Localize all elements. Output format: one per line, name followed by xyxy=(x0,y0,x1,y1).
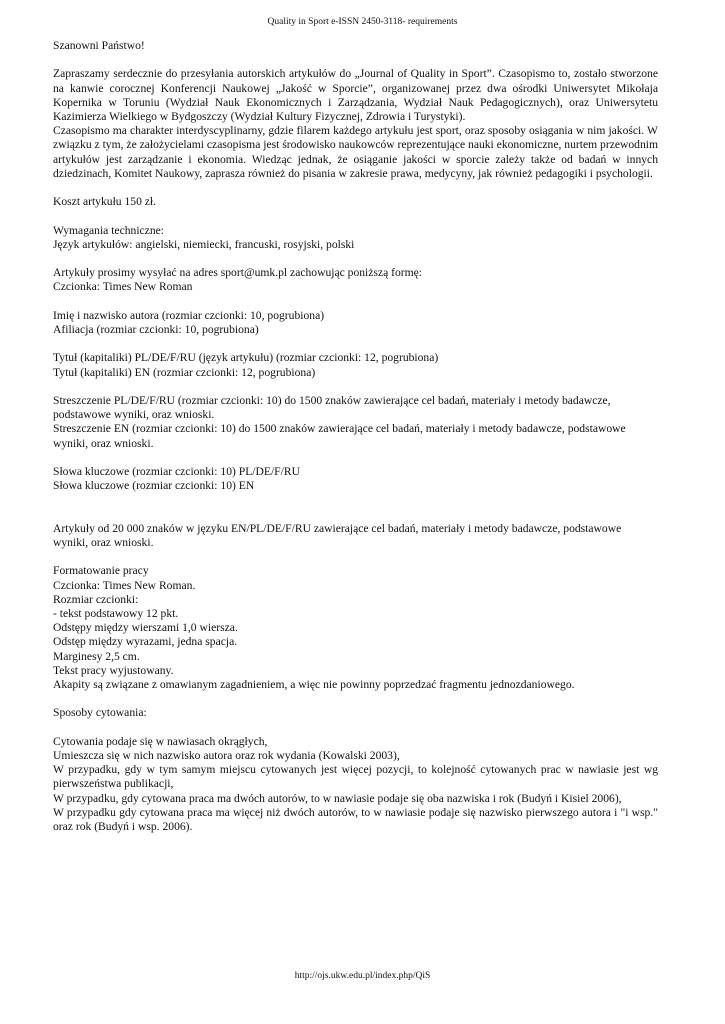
article-length-spec: Artykuły od 20 000 znaków w języku EN/PL/DE/F/RU zawierające cel badań, materiały i metody badawcze, podstawowe wyniki, oraz wnioski. xyxy=(53,521,622,549)
article-languages: Język artykułów: angielski, niemiecki, francuski, rosyjski, polski xyxy=(53,237,355,251)
formatting-heading: Formatowanie pracy xyxy=(53,564,149,578)
abstract-native-spec: Streszczenie PL/DE/F/RU (rozmiar czcionki: 10) do 1500 znaków zawierające cel badań, materiały i metody badawcze, podstawowe wyniki, oraz wnioski. xyxy=(53,393,611,422)
submission-font: Czcionka: Times New Roman xyxy=(53,280,193,294)
abstract-en-spec: Streszczenie EN (rozmiar czcionki: 10) do 1500 znaków zawierające cel badań, materiały i metody badawcze, podstawowe wyniki, oraz wnioski. xyxy=(53,422,626,450)
citation-rule: W przypadku gdy cytowana praca ma więcej niż dwóch autorów, to w nawiasie podaje się nazwisko pierwszego autora i "i wsp." oraz rok (Budyń i wsp. 2006). xyxy=(53,805,658,833)
formatting-line: Akapity są związane z omawianym zagadnieniem, a więc nie powinny poprzedzać fragmentu jednozdaniowego. xyxy=(53,677,575,691)
submission-address: Artykuły prosimy wysyłać na adres sport@umk.pl zachowując poniższą formę: xyxy=(53,266,423,280)
keywords-en-spec: Słowa kluczowe (rozmiar czcionki: 10) EN xyxy=(53,479,255,493)
formatting-line: Odstępy między wierszami 1,0 wiersza. xyxy=(53,621,238,635)
running-header: Quality in Sport e-ISSN 2450-3118- requirements xyxy=(267,17,458,27)
formatting-line: Tekst pracy wyjustowany. xyxy=(53,663,174,677)
citation-rule: Umieszcza się w nich nazwisko autora oraz rok wydania (Kowalski 2003), xyxy=(53,748,400,762)
article-cost: Koszt artykułu 150 zł. xyxy=(53,195,157,209)
intro-paragraph-1: Zapraszamy serdecznie do przesyłania autorskich artykułów do „Journal of Quality in Sport”. Czasopismo to, zostało stworzone na kanwie corocznej Konferencji Naukowej „Jakość w Sporcie”, organizowanej przez dwa ośrodki Uniwersytet Mikołaja Kopernika w Toruniu (Wydział Nauk Ekonomicznych i Zarządzania, Wydział Nauk Pedagogicznych), oraz Uniwersytetu Kazimierza Wielkiego w Bydgoszczy (Wydział Kultury Fizycznej, Zdrowia i Turystyki). xyxy=(53,67,658,123)
intro-paragraph-2: Czasopismo ma charakter interdyscyplinarny, gdzie filarem każdego artykułu jest sport, oraz sposoby osiągania w nim jakości. W związku z tym, że założycielami czasopisma jest środowisko naukowców reprezentujące nauki ekonomiczne, nurtem przewodnim artykułów jest zarządzanie i ekonomia. Wiedząc jednak, że osiąganie jakości w sporcie zależy także od badań w innych dziedzinach, Komitet Naukowy, zaprasza również do pisania w zakresie prawa, medycyny, jak również pedagogiki i psychologii. xyxy=(53,124,658,180)
title-native-spec: Tytuł (kapitaliki) PL/DE/F/RU (język artykułu) (rozmiar czcionki: 12, pogrubiona) xyxy=(53,351,439,365)
document-body xyxy=(53,39,658,834)
tech-requirements-heading: Wymagania techniczne: xyxy=(53,223,164,237)
citation-rule: W przypadku, gdy w tym samym miejscu cytowanych jest więcej pozycji, to kolejność cytowanych prac w nawiasie jest wg pierwszeństwa publikacji, xyxy=(53,763,658,791)
keywords-native-spec: Słowa kluczowe (rozmiar czcionki: 10) PL/DE/F/RU xyxy=(53,464,300,478)
author-name-spec: Imię i nazwisko autora (rozmiar czcionki: 10, pogrubiona) xyxy=(53,308,325,322)
formatting-line: Rozmiar czcionki: xyxy=(53,592,139,606)
formatting-line: Odstęp między wyrazami, jedna spacja. xyxy=(53,635,238,649)
formatting-line: - tekst podstawowy 12 pkt. xyxy=(53,606,179,620)
citations-heading: Sposoby cytowania: xyxy=(53,706,147,720)
greeting: Szanowni Państwo! xyxy=(53,39,145,52)
footer-url: http://ojs.ukw.edu.pl/index.php/QiS xyxy=(294,971,431,981)
citation-rule: W przypadku, gdy cytowana praca ma dwóch autorów, to w nawiasie podaje się oba nazwiska i rok (Budyń i Kisiel 2006), xyxy=(53,791,622,805)
citation-rule: Cytowania podaje się w nawiasach okrągłych, xyxy=(53,734,268,748)
affiliation-spec: Afiliacja (rozmiar czcionki: 10, pogrubiona) xyxy=(53,322,259,336)
formatting-line: Czcionka: Times New Roman. xyxy=(53,578,196,592)
formatting-line: Marginesy 2,5 cm. xyxy=(53,649,140,663)
title-en-spec: Tytuł (kapitaliki) EN (rozmiar czcionki: 12, pogrubiona) xyxy=(53,365,316,379)
